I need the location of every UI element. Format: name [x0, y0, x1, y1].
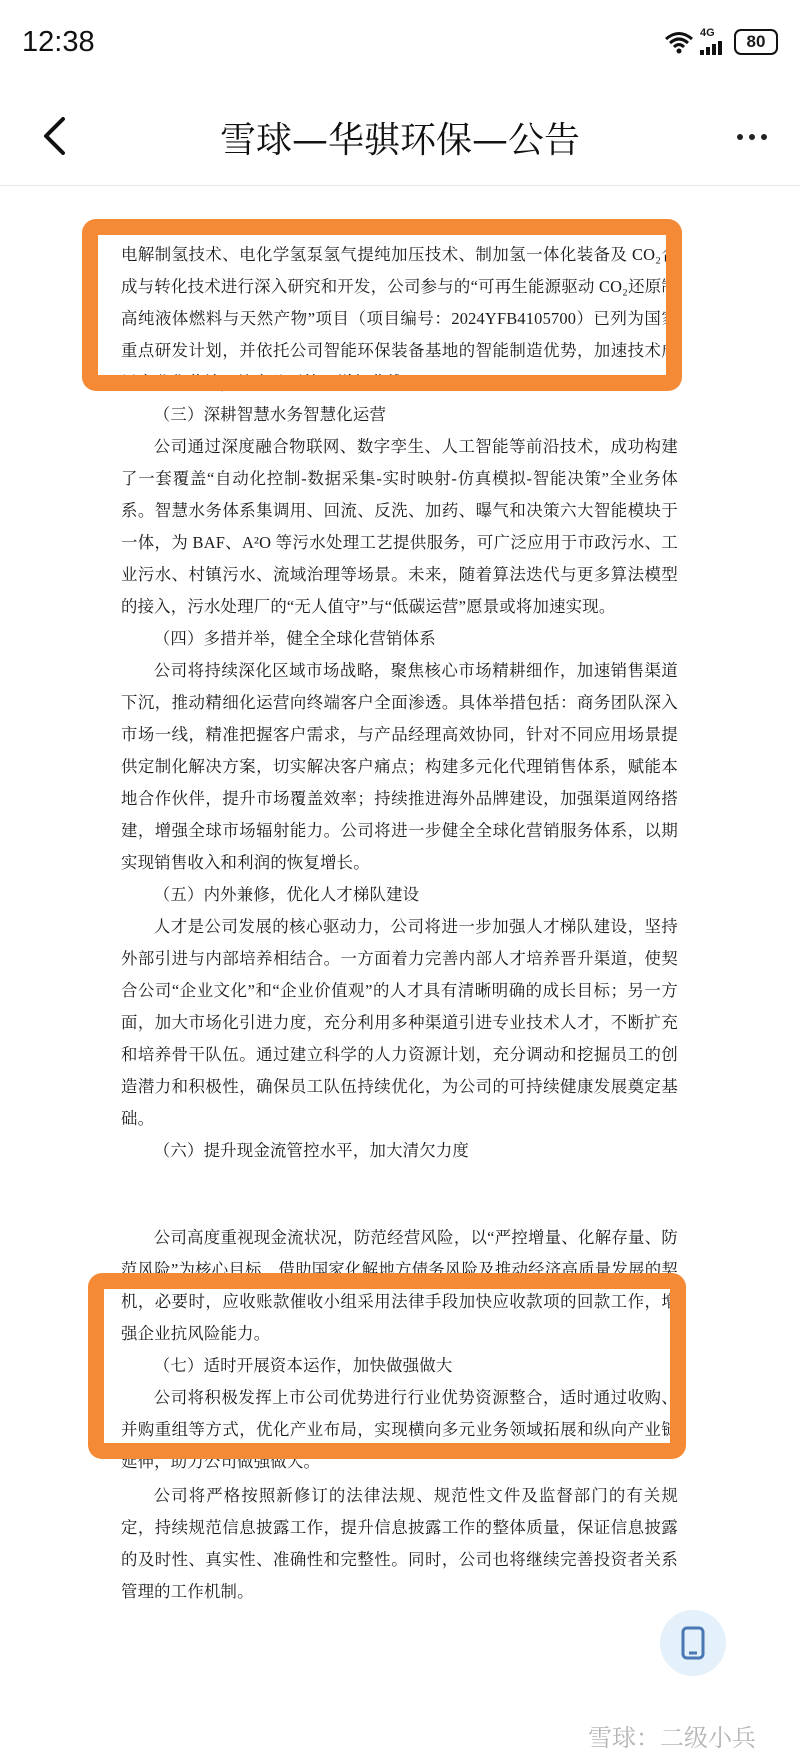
floating-action-button[interactable] [660, 1610, 726, 1676]
paragraph: 人才是公司发展的核心驱动力，公司将进一步加强人才梯队建设，坚持外部引进与内部培养相结合。一方面着力完善内部人才培养晋升渠道，使契合公司“企业文化”和“企业价值观”的人才具有清晰明确的成长目标；另一方面，加大市场化引进力度，充分利用多种渠道引进专业技术人才，不断扩充和培养骨干队伍。通过建立科学的人力资源计划，充分调动和挖掘员工的创造潜力和积极性，确保员工队伍持续优化，为公司的可持续健康发展奠定基础。 [121, 917, 678, 1128]
section-heading-5: （五）内外兼修，优化人才梯队建设 [153, 885, 420, 904]
watermark: 雪球：二级小兵 [588, 1724, 756, 1752]
more-dot-icon [737, 134, 743, 140]
doc-block-4 [121, 1480, 678, 1608]
paragraph: 电解制氢技术、电化学氢泵氢气提纯加压技术、制加氢一体化装备及 CO₂合成与转化技术进行深入研究和开发，公司参与的“可再生能源驱动 CO₂还原制高纯液体燃料与天然产物”项目（项目编号：2024YFB4105700）已列为国家重点研发计划，并依托公司智能环保装备基地的智能制造优势，加速技术成果产业化落地，培育公司第二增长曲线。 [121, 245, 678, 392]
wifi-icon [664, 30, 694, 54]
status-icons [664, 28, 778, 55]
document-viewer[interactable] [0, 187, 800, 1760]
highlight-frame [82, 219, 682, 391]
paragraph: 公司将持续深化区域市场战略，聚焦核心市场精耕细作，加速销售渠道下沉，推动精细化运营向终端客户全面渗透。具体举措包括：商务团队深入市场一线，精准把握客户需求，与产品经理高效协同，针对不同应用场景提供定制化解决方案，切实解决客户痛点；构建多元化代理销售体系，赋能本地合作伙伴，提升市场覆盖效率；持续推进海外品牌建设，加强渠道网络搭建，增强全球市场辐射能力。公司将进一步健全全球化营销服务体系，以期实现销售收入和利润的恢复增长。 [121, 661, 678, 872]
title-bar [0, 88, 800, 186]
more-button[interactable] [724, 112, 780, 162]
paragraph: 公司将严格按照新修订的法律法规、规范性文件及监督部门的有关规定，持续规范信息披露工作，提升信息披露工作的整体质量，保证信息披露的及时性、真实性、准确性和完整性。同时，公司也将继续完善投资者关系管理的工作机制。 [121, 1486, 678, 1601]
more-dot-icon [749, 134, 755, 140]
battery-icon [734, 29, 778, 55]
section-heading-7: （七）适时开展资本运作，加快做强做大 [153, 1356, 453, 1375]
signal-icon [700, 39, 728, 55]
highlight-frame [88, 1273, 686, 1459]
section-heading-3: （三）深耕智慧水务智慧化运营 [153, 405, 387, 424]
status-time: 12:38 [22, 26, 95, 58]
section-heading-4: （四）多措并举，健全全球化营销体系 [153, 629, 436, 648]
paragraph: 公司将积极发挥上市公司优势进行行业优势资源整合，适时通过收购、并购重组等方式，优化产业布局，实现横向多元业务领域拓展和纵向产业链延伸，助力公司做强做大。 [121, 1388, 678, 1471]
section-heading-6: （六）提升现金流管控水平，加大清欠力度 [153, 1141, 470, 1160]
battery-level: 80 [746, 31, 766, 51]
status-bar [0, 0, 800, 88]
doc-block-2 [121, 399, 678, 1167]
more-dot-icon [761, 134, 767, 140]
paragraph: 公司高度重视现金流状况，防范经营风险，以“严控增量、化解存量、防范风险”为核心目标，借助国家化解地方债务风险及推动经济高质量发展的契机，必要时，应收账款催收小组采用法律手段加快应收款项的回款工作，增强企业抗风险能力。 [121, 1228, 678, 1343]
network-type: 4G [700, 27, 715, 39]
phone-icon [680, 1626, 706, 1660]
page-title: 雪球—华骐环保—公告 [219, 120, 580, 161]
paragraph: 公司通过深度融合物联网、数字孪生、人工智能等前沿技术，成功构建了一套覆盖“自动化控制-数据采集-实时映射-仿真模拟-智能决策”全业务体系。智慧水务体系集调用、回流、反洗、加药、曝气和决策六大智能模块于一体，为 BAF、A²O 等污水处理工艺提供服务，可广泛应用于市政污水、工业污水、村镇污水、流域治理等场景。未来，随着算法迭代与更多算法模型的接入，污水处理厂的“无人值守”与“低碳运营”愿景或将加速实现。 [121, 437, 678, 616]
